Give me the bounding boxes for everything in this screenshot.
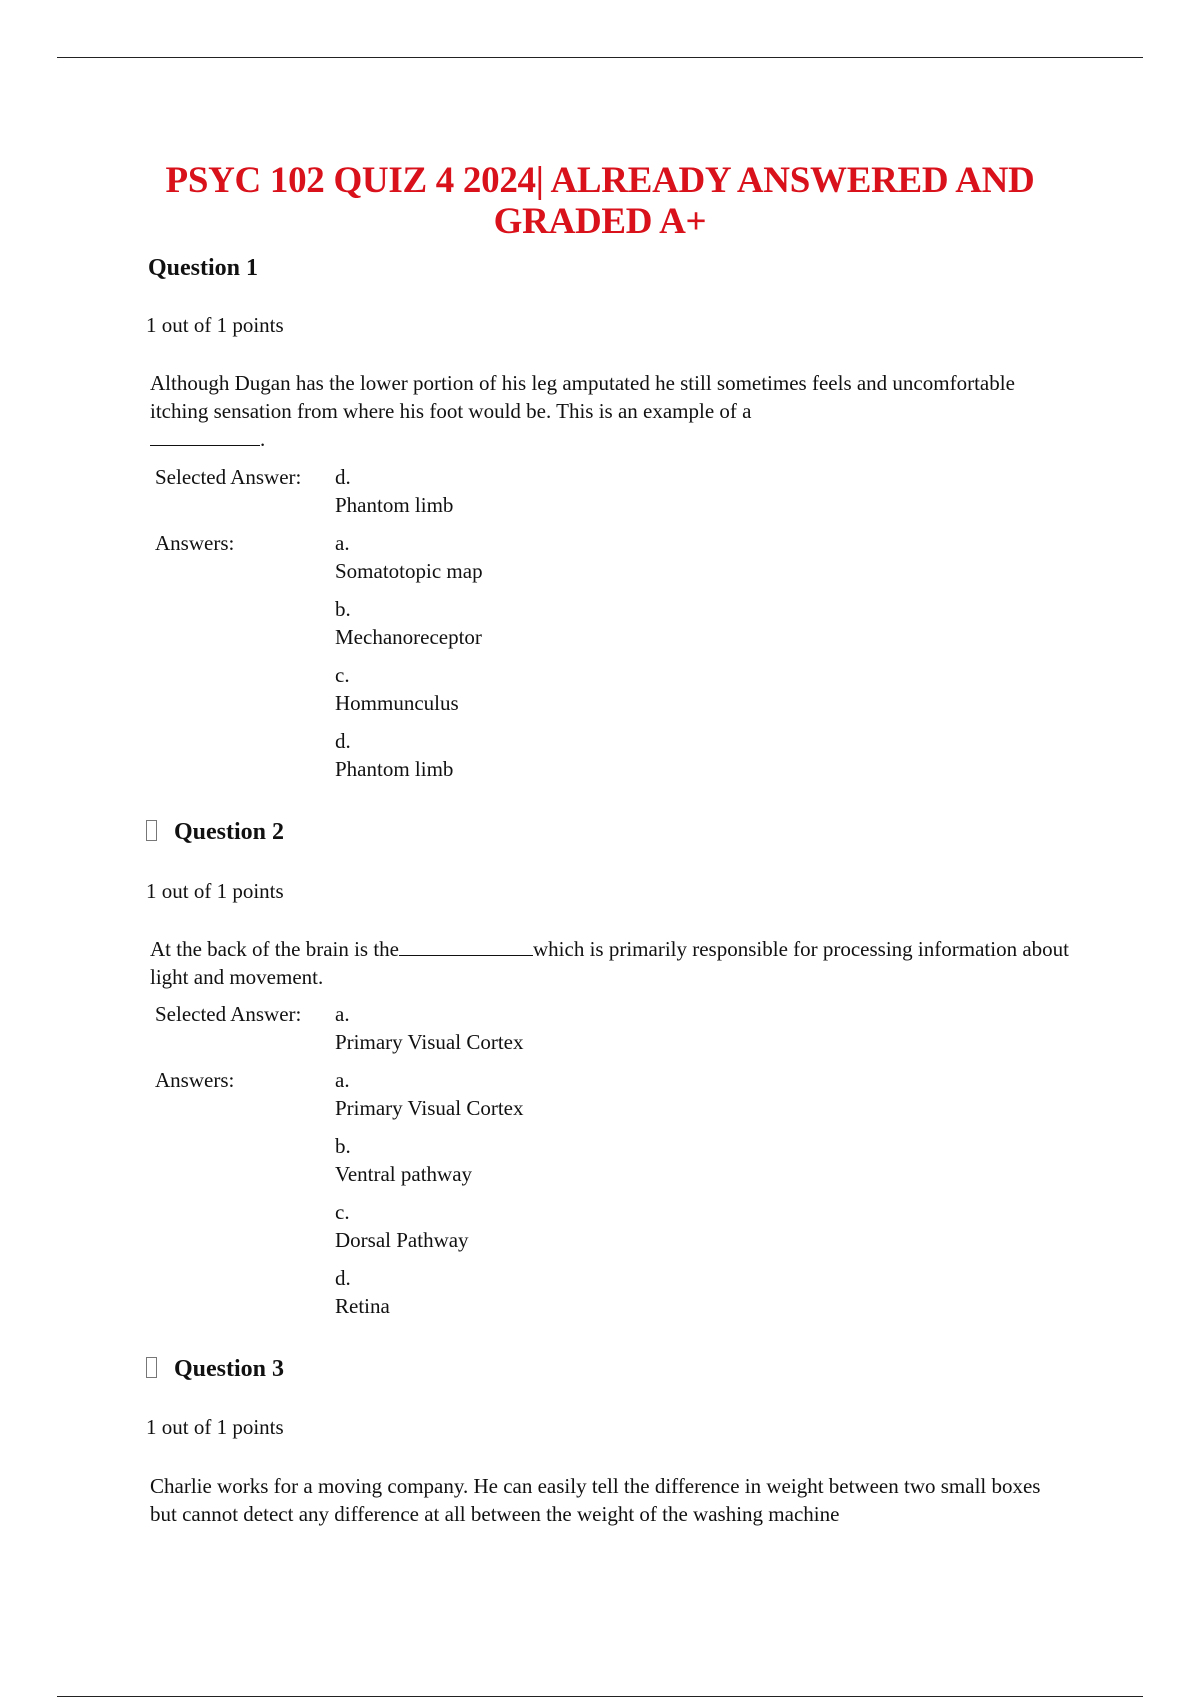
answer-option-a [335, 529, 483, 585]
question-text: Charlie works for a moving company. He can easily tell the difference in weight between two small boxes but cannot detect any difference at all between the weight of the washing machine [150, 1474, 1041, 1526]
question-text-part-2: . [260, 427, 266, 451]
answer-option-c [335, 1198, 524, 1254]
option-letter: c. [335, 663, 350, 687]
document-title [100, 160, 1100, 242]
question-heading [146, 1355, 284, 1383]
question-marker-icon [146, 1357, 157, 1378]
selected-answer-letter: a. [335, 1002, 350, 1026]
answer-option-a [335, 1066, 524, 1122]
question-marker-icon [146, 820, 157, 841]
selected-answer-label: Selected Answer: [155, 465, 302, 489]
option-letter: d. [335, 1266, 351, 1290]
points-score: 1 out of 1 points [146, 879, 284, 903]
question-text-part-2: which is primarily responsible for processing information about light and movement. [150, 937, 1069, 989]
answer-option-d [335, 1264, 524, 1320]
selected-answer-row [155, 463, 483, 519]
selected-answer-label: Selected Answer: [155, 1002, 302, 1026]
selected-answer-letter: d. [335, 465, 351, 489]
question-heading: Question 1 [148, 255, 259, 281]
selected-answer-text: Primary Visual Cortex [335, 1030, 524, 1054]
option-letter: d. [335, 729, 351, 753]
answer-blank [399, 937, 533, 956]
question-heading-text: Question 2 [174, 819, 285, 845]
points-score: 1 out of 1 points [146, 313, 284, 337]
option-text: Phantom limb [335, 757, 454, 781]
answer-option-c [335, 661, 483, 717]
answer-blank [150, 427, 260, 446]
option-letter: b. [335, 597, 351, 621]
option-text: Hommunculus [335, 691, 459, 715]
option-text: Ventral pathway [335, 1162, 473, 1186]
question-text-part-1: Although Dugan has the lower portion of his leg amputated he still sometimes feels and uncomfortable itching sensation from where his foot would be. This is an example of a [150, 371, 1015, 423]
option-letter: a. [335, 531, 350, 555]
option-text: Retina [335, 1294, 390, 1318]
option-text: Mechanoreceptor [335, 625, 482, 649]
answer-option-b [335, 595, 483, 651]
title-line-2: GRADED A+ [493, 201, 707, 242]
answers-row [155, 1066, 524, 1320]
answer-table [155, 1000, 524, 1320]
question-heading [146, 818, 284, 846]
option-text: Dorsal Pathway [335, 1228, 469, 1252]
answer-option-d [335, 727, 483, 783]
option-letter: b. [335, 1134, 351, 1158]
answers-label: Answers: [155, 531, 235, 555]
answer-option-b [335, 1132, 524, 1188]
title-line-1: PSYC 102 QUIZ 4 2024| ALREADY ANSWERED AND [165, 160, 1035, 201]
selected-answer-row [155, 1000, 524, 1056]
question-text [150, 935, 1070, 991]
option-letter: c. [335, 1200, 350, 1224]
answers-row [155, 529, 483, 783]
question-heading-text: Question 3 [174, 1356, 285, 1382]
option-letter: a. [335, 1068, 350, 1092]
question-text-part-1: At the back of the brain is the [150, 937, 400, 961]
answers-label: Answers: [155, 1068, 235, 1092]
answer-table [155, 463, 483, 783]
option-text: Primary Visual Cortex [335, 1096, 524, 1120]
selected-answer-text: Phantom limb [335, 493, 454, 517]
question-text [150, 369, 1070, 453]
top-rule [57, 57, 1143, 58]
points-score: 1 out of 1 points [146, 1415, 284, 1439]
bottom-rule [57, 1696, 1143, 1697]
option-text: Somatotopic map [335, 559, 483, 583]
